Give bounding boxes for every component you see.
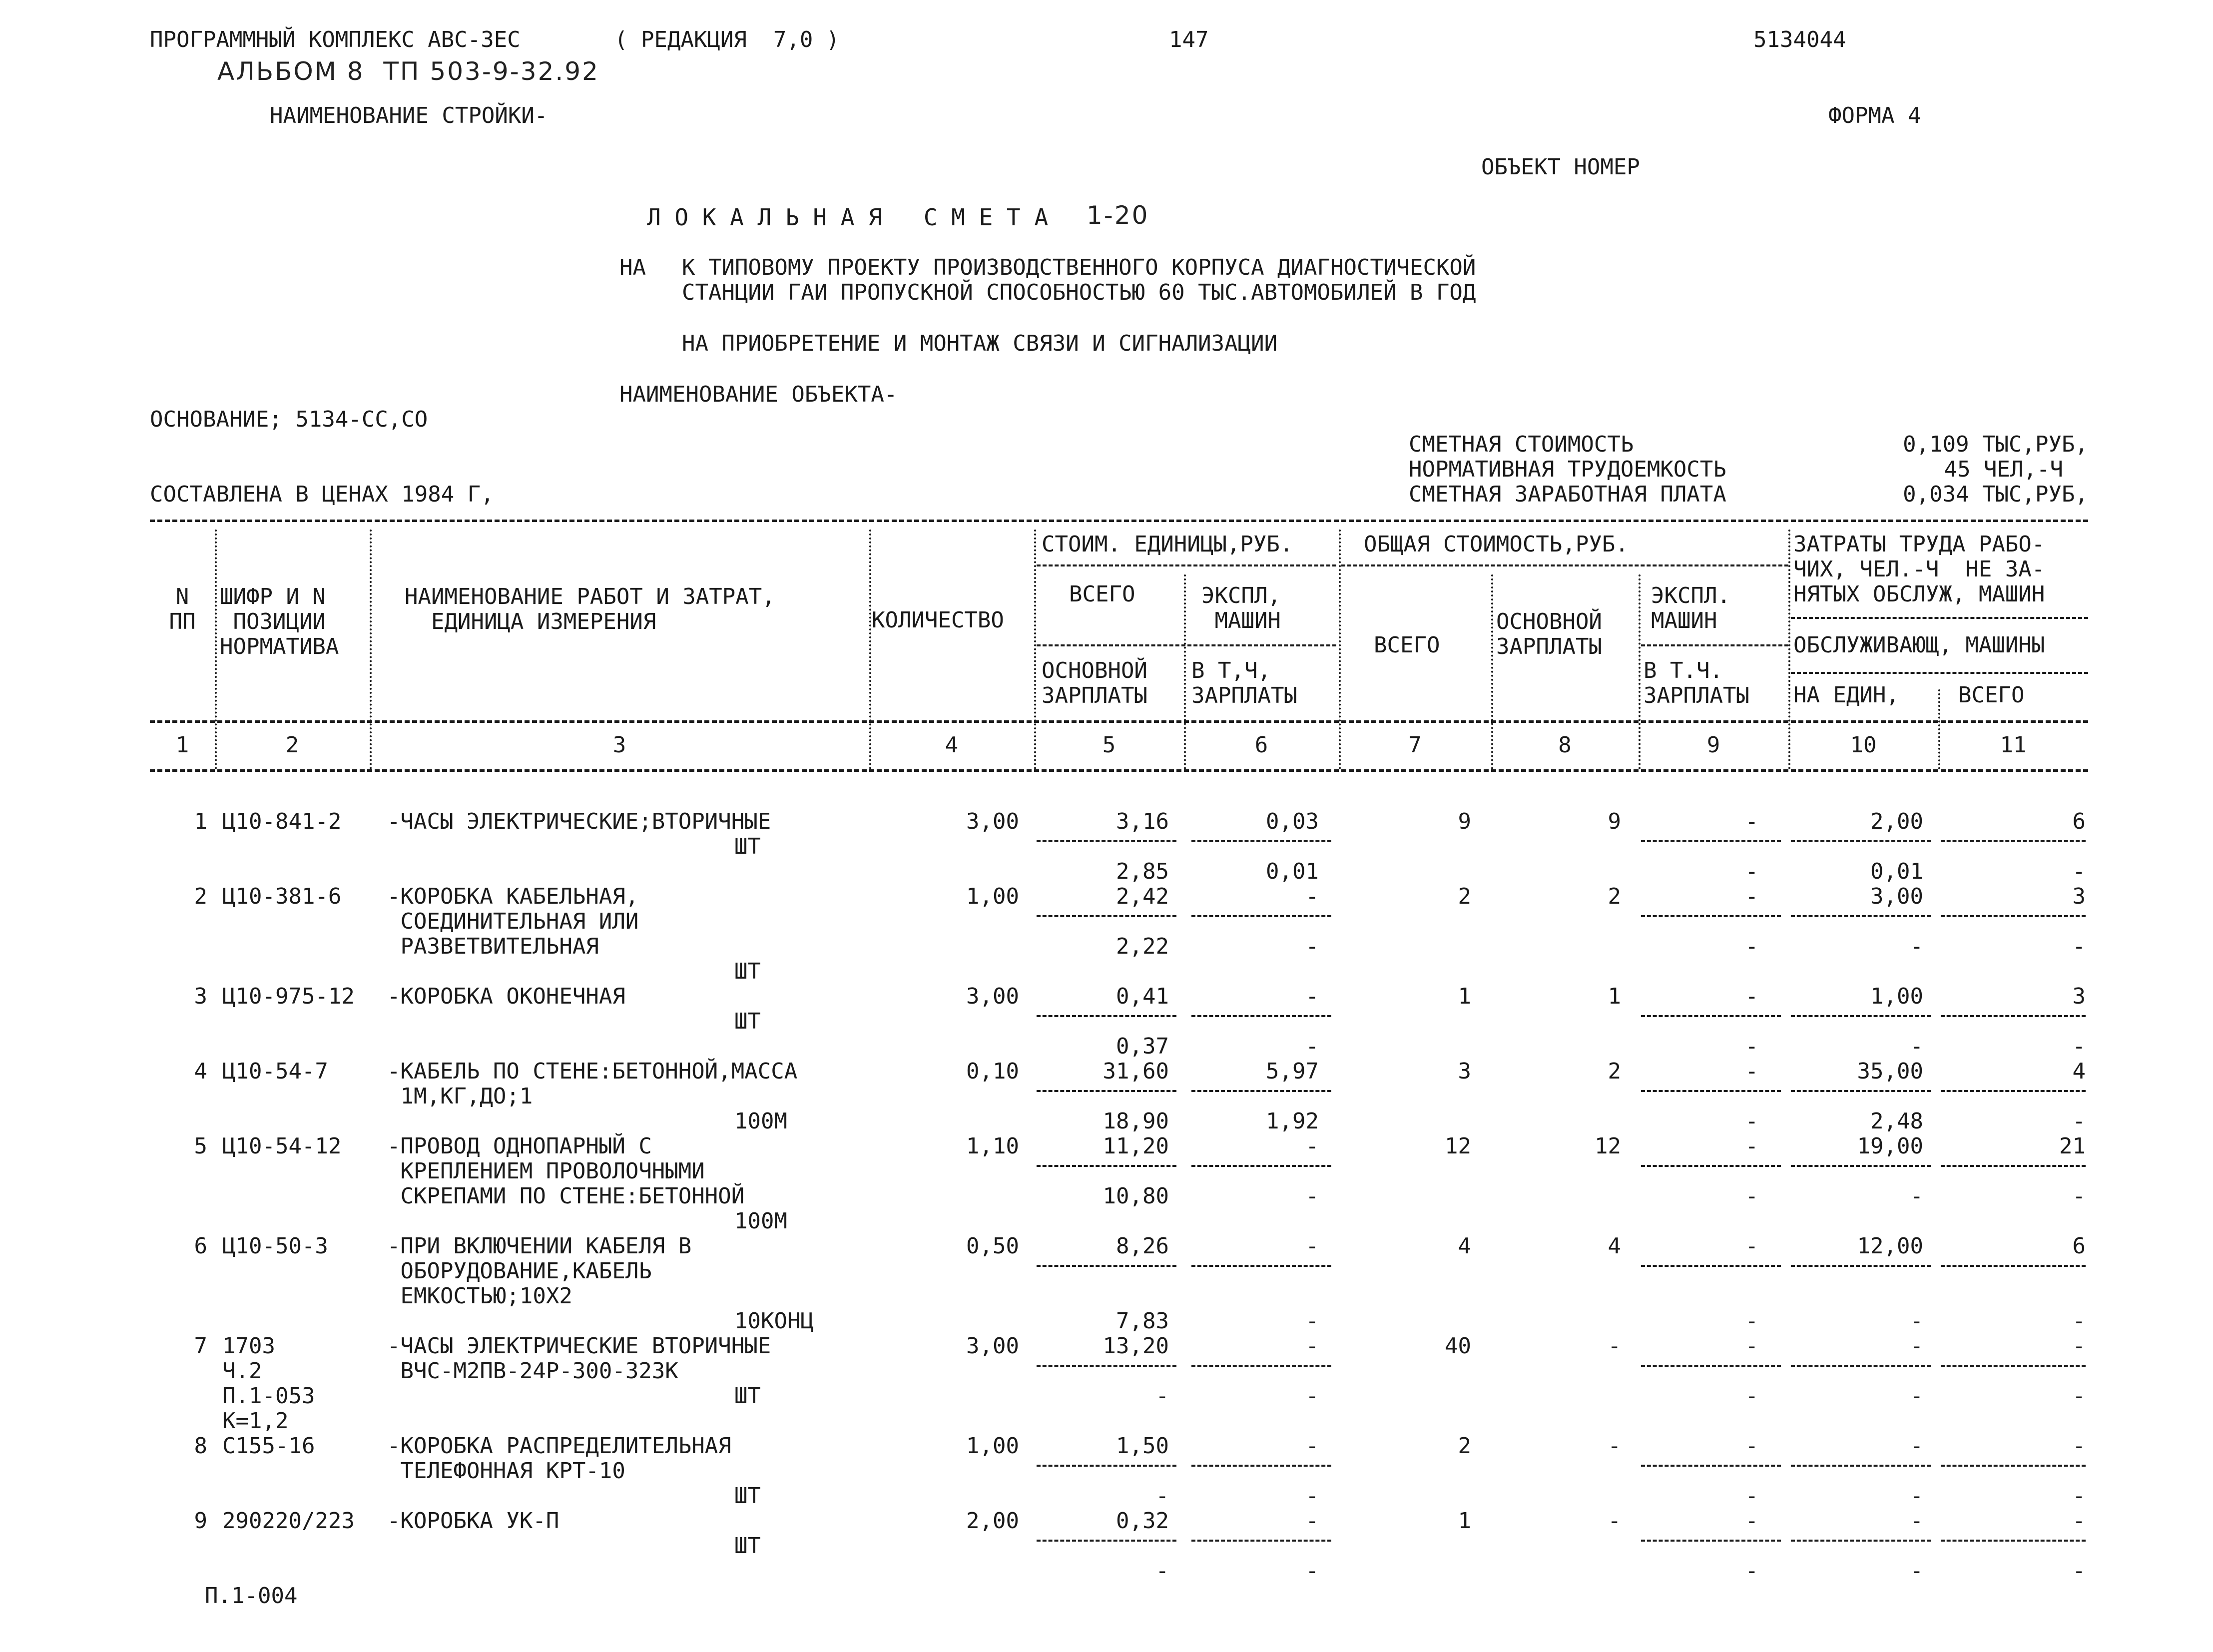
row-code: Ц10-381-6 bbox=[222, 884, 342, 909]
subheader-rule bbox=[1791, 617, 2088, 619]
col-header-total-cost: ОБЩАЯ СТОИМОСТЬ,РУБ. bbox=[1364, 532, 1629, 557]
total-cost-wage: 2 bbox=[1608, 1059, 1621, 1084]
cell-underline bbox=[1641, 840, 1781, 842]
labor-total: 3 bbox=[2072, 984, 2086, 1009]
cell-underline bbox=[1191, 1365, 1331, 1367]
total-cost-all: 40 bbox=[1445, 1333, 1471, 1359]
cell-underline bbox=[1037, 1365, 1176, 1367]
service-labor-total: - bbox=[2072, 1558, 2086, 1584]
col-header-labor: ЧИХ, ЧЕЛ.-Ч НЕ ЗА- bbox=[1793, 556, 2045, 582]
labor-total: - bbox=[2072, 1508, 2086, 1534]
service-labor-per-unit: - bbox=[1910, 1308, 1923, 1334]
unit-cost-incl-wage: - bbox=[1305, 1383, 1319, 1409]
service-labor-per-unit: 0,01 bbox=[1870, 859, 1923, 884]
labor-per-unit: 1,00 bbox=[1870, 984, 1923, 1009]
column-number: 10 bbox=[1850, 732, 1877, 758]
column-number: 4 bbox=[945, 732, 959, 758]
labor-per-unit: 12,00 bbox=[1857, 1233, 1923, 1259]
unit-cost-total: 0,41 bbox=[1116, 984, 1169, 1009]
unit-cost-machines: 5,97 bbox=[1266, 1059, 1319, 1084]
cell-underline bbox=[1037, 1165, 1176, 1167]
edition: ( РЕДАКЦИЯ 7,0 ) bbox=[614, 27, 840, 52]
construction-label: НАИМЕНОВАНИЕ СТРОЙКИ- bbox=[270, 103, 548, 128]
unit-cost-incl-wage: 1,92 bbox=[1266, 1108, 1319, 1134]
row-quantity: 0,50 bbox=[966, 1233, 1019, 1259]
unit-cost-incl-wage: - bbox=[1305, 1183, 1319, 1209]
unit-cost-wage: 18,90 bbox=[1103, 1108, 1169, 1134]
col-separator bbox=[1938, 689, 1940, 769]
row-unit: 100М bbox=[734, 1108, 787, 1134]
column-number: 9 bbox=[1706, 732, 1720, 758]
service-labor-total: - bbox=[2072, 1183, 2086, 1209]
total-cost-machines: - bbox=[1745, 1333, 1758, 1359]
col-separator bbox=[215, 530, 217, 769]
total-cost-wage: 4 bbox=[1608, 1233, 1621, 1259]
unit-cost-machines: - bbox=[1305, 1133, 1319, 1159]
column-number: 5 bbox=[1102, 732, 1116, 758]
labor-total: 21 bbox=[2059, 1133, 2086, 1159]
cell-underline bbox=[1791, 1465, 1931, 1467]
column-number: 11 bbox=[2000, 732, 2027, 758]
cell-underline bbox=[1037, 915, 1176, 917]
col-header-labor-unit: НА ЕДИН, bbox=[1793, 682, 1899, 708]
cell-underline bbox=[1191, 1015, 1331, 1017]
cell-underline bbox=[1941, 1540, 2086, 1542]
price-basis: СОСТАВЛЕНА В ЦЕНАХ 1984 Г, bbox=[150, 482, 494, 507]
total-cost-incl-wage: - bbox=[1745, 1034, 1758, 1059]
service-labor-per-unit: - bbox=[1910, 1558, 1923, 1584]
total-cost-all: 4 bbox=[1458, 1233, 1471, 1259]
summary-label: НОРМАТИВНАЯ ТРУДОЕМКОСТЬ bbox=[1409, 457, 1726, 482]
unit-cost-machines: - bbox=[1305, 984, 1319, 1009]
subheader-rule bbox=[1791, 672, 2088, 674]
subject-line-2: СТАНЦИИ ГАИ ПРОПУСКНОЙ СПОСОБНОСТЬЮ 60 ТЫС.АВТОМОБИЛЕЙ В ГОД bbox=[682, 280, 1476, 305]
row-name: -ПРОВОД ОДНОПАРНЫЙ С КРЕПЛЕНИЕМ ПРОВОЛОЧНЫМИ СКРЕПАМИ ПО СТЕНЕ:БЕТОННОЙ bbox=[387, 1133, 745, 1209]
subheader-rule bbox=[1037, 564, 1336, 566]
summary-value: 0,034 ТЫС,РУБ, bbox=[1903, 482, 2088, 507]
total-cost-wage: - bbox=[1608, 1508, 1621, 1534]
total-cost-machines: - bbox=[1745, 1133, 1758, 1159]
cell-underline bbox=[1641, 1015, 1781, 1017]
total-cost-wage: - bbox=[1608, 1433, 1621, 1459]
unit-cost-incl-wage: - bbox=[1305, 934, 1319, 959]
row-number: 9 bbox=[194, 1508, 207, 1534]
cell-underline bbox=[1037, 1090, 1176, 1092]
unit-cost-machines: - bbox=[1305, 884, 1319, 909]
cell-underline bbox=[1791, 1015, 1931, 1017]
labor-per-unit: 19,00 bbox=[1857, 1133, 1923, 1159]
row-number: 8 bbox=[194, 1433, 207, 1459]
labor-total: 3 bbox=[2072, 884, 2086, 909]
subheader-rule bbox=[1037, 644, 1336, 646]
col-header-unit-cost: СТОИМ. ЕДИНИЦЫ,РУБ. bbox=[1042, 532, 1293, 557]
row-unit: ШТ bbox=[734, 1483, 761, 1509]
col-header-labor-service: ОБСЛУЖИВАЮЩ, МАШИНЫ bbox=[1793, 632, 2045, 658]
service-labor-total: - bbox=[2072, 1034, 2086, 1059]
col-separator bbox=[1034, 530, 1036, 769]
cell-underline bbox=[1941, 1465, 2086, 1467]
unit-cost-wage: 10,80 bbox=[1103, 1183, 1169, 1209]
total-cost-incl-wage: - bbox=[1745, 1308, 1758, 1334]
row-number: 1 bbox=[194, 809, 207, 834]
service-labor-total: - bbox=[2072, 1383, 2086, 1409]
row-code: 1703 Ч.2 П.1-053 К=1,2 bbox=[222, 1333, 315, 1434]
unit-cost-machines: - bbox=[1305, 1433, 1319, 1459]
total-cost-all: 9 bbox=[1458, 809, 1471, 834]
unit-cost-wage: - bbox=[1155, 1383, 1169, 1409]
cell-underline bbox=[1191, 1540, 1331, 1542]
cell-underline bbox=[1641, 1090, 1781, 1092]
row-code: Ц10-975-12 bbox=[222, 984, 355, 1009]
cell-underline bbox=[1191, 1090, 1331, 1092]
summary-value: 0,109 ТЫС,РУБ, bbox=[1903, 432, 2088, 457]
object-name-label: НАИМЕНОВАНИЕ ОБЪЕКТА- bbox=[619, 382, 898, 407]
total-cost-wage: 12 bbox=[1595, 1133, 1621, 1159]
service-labor-total: - bbox=[2072, 1108, 2086, 1134]
row-name: -КОРОБКА КАБЕЛЬНАЯ, СОЕДИНИТЕЛЬНАЯ ИЛИ РАЗВЕТВИТЕЛЬНАЯ bbox=[387, 884, 639, 959]
row-name: -ПРИ ВКЛЮЧЕНИИ КАБЕЛЯ В ОБОРУДОВАНИЕ,КАБЕЛЬ ЕМКОСТЬЮ;10Х2 bbox=[387, 1233, 692, 1309]
total-cost-incl-wage: - bbox=[1745, 859, 1758, 884]
object-number-label: ОБЪЕКТ НОМЕР bbox=[1481, 154, 1640, 180]
row-number: 4 bbox=[194, 1059, 207, 1084]
unit-cost-total: 13,20 bbox=[1103, 1333, 1169, 1359]
cell-underline bbox=[1037, 840, 1176, 842]
labor-per-unit: 2,00 bbox=[1870, 809, 1923, 834]
total-cost-all: 3 bbox=[1458, 1059, 1471, 1084]
service-labor-per-unit: - bbox=[1910, 1034, 1923, 1059]
column-number: 6 bbox=[1254, 732, 1268, 758]
total-cost-all: 1 bbox=[1458, 1508, 1471, 1534]
service-labor-per-unit: - bbox=[1910, 1483, 1923, 1509]
row-number: 7 bbox=[194, 1333, 207, 1359]
col-header-unit-wage: ОСНОВНОЙ ЗАРПЛАТЫ bbox=[1042, 658, 1147, 708]
row-quantity: 0,10 bbox=[966, 1059, 1019, 1084]
service-labor-per-unit: - bbox=[1910, 1383, 1923, 1409]
col-separator bbox=[1339, 530, 1341, 769]
unit-cost-wage: - bbox=[1155, 1483, 1169, 1509]
row-name: -КАБЕЛЬ ПО СТЕНЕ:БЕТОННОЙ,МАССА 1М,КГ,ДО;1 bbox=[387, 1059, 798, 1109]
labor-per-unit: 3,00 bbox=[1870, 884, 1923, 909]
header-top-rule bbox=[150, 520, 2088, 522]
cell-underline bbox=[1791, 1540, 1931, 1542]
unit-cost-wage: 0,37 bbox=[1116, 1034, 1169, 1059]
cell-underline bbox=[1641, 1165, 1781, 1167]
column-number: 7 bbox=[1408, 732, 1422, 758]
estimate-number-handwritten: 1-20 bbox=[1087, 201, 1149, 230]
total-cost-incl-wage: - bbox=[1745, 1183, 1758, 1209]
unit-cost-total: 2,42 bbox=[1116, 884, 1169, 909]
col-header-unit-incl-wage: В Т,Ч, ЗАРПЛАТЫ bbox=[1191, 658, 1297, 708]
row-name: -КОРОБКА ОКОНЕЧНАЯ bbox=[387, 984, 625, 1009]
unit-cost-wage: - bbox=[1155, 1558, 1169, 1584]
unit-cost-wage: 7,83 bbox=[1116, 1308, 1169, 1334]
cell-underline bbox=[1791, 1090, 1931, 1092]
total-cost-all: 2 bbox=[1458, 1433, 1471, 1459]
column-number: 2 bbox=[285, 732, 299, 758]
column-number: 8 bbox=[1558, 732, 1572, 758]
cell-underline bbox=[1191, 840, 1331, 842]
unit-cost-machines: - bbox=[1305, 1233, 1319, 1259]
total-cost-machines: - bbox=[1745, 1233, 1758, 1259]
cell-underline bbox=[1191, 1265, 1331, 1267]
row-number: 5 bbox=[194, 1133, 207, 1159]
unit-cost-wage: 2,85 bbox=[1116, 859, 1169, 884]
col-header-total-all: ВСЕГО bbox=[1374, 632, 1440, 658]
service-labor-per-unit: - bbox=[1910, 1183, 1923, 1209]
row-quantity: 3,00 bbox=[966, 984, 1019, 1009]
basis: ОСНОВАНИЕ; 5134-СС,СО bbox=[150, 407, 428, 432]
unit-cost-total: 0,32 bbox=[1116, 1508, 1169, 1534]
col-header-total-wage: ОСНОВНОЙ ЗАРПЛАТЫ bbox=[1496, 609, 1602, 659]
cell-underline bbox=[1791, 1165, 1931, 1167]
unit-cost-incl-wage: 0,01 bbox=[1266, 859, 1319, 884]
labor-total: - bbox=[2072, 1433, 2086, 1459]
col-header-code: ШИФР И N ПОЗИЦИИ НОРМАТИВА bbox=[220, 584, 339, 659]
total-cost-incl-wage: - bbox=[1745, 934, 1758, 959]
row-number: 2 bbox=[194, 884, 207, 909]
row-code: 290220/223 bbox=[222, 1508, 355, 1534]
row-quantity: 3,00 bbox=[966, 1333, 1019, 1359]
unit-cost-incl-wage: - bbox=[1305, 1034, 1319, 1059]
subheader-rule bbox=[1341, 564, 1788, 566]
labor-total: 6 bbox=[2072, 1233, 2086, 1259]
labor-total: 4 bbox=[2072, 1059, 2086, 1084]
document-title: Л О К А Л Ь Н А Я С М Е Т А bbox=[647, 204, 1049, 231]
row-name: -КОРОБКА РАСПРЕДЕЛИТЕЛЬНАЯ ТЕЛЕФОННАЯ КРТ-10 bbox=[387, 1433, 731, 1484]
cell-underline bbox=[1641, 1540, 1781, 1542]
cell-underline bbox=[1641, 1465, 1781, 1467]
labor-per-unit: - bbox=[1910, 1508, 1923, 1534]
service-labor-per-unit: - bbox=[1910, 934, 1923, 959]
row-unit: ШТ bbox=[734, 834, 761, 859]
row-quantity: 1,00 bbox=[966, 1433, 1019, 1459]
row-unit: ШТ bbox=[734, 1533, 761, 1559]
total-cost-wage: 1 bbox=[1608, 984, 1621, 1009]
col-separator bbox=[1788, 530, 1790, 769]
row-name: -КОРОБКА УК-П bbox=[387, 1508, 559, 1534]
unit-cost-machines: - bbox=[1305, 1508, 1319, 1534]
column-numbers-rule bbox=[150, 769, 2088, 772]
labor-total: - bbox=[2072, 1333, 2086, 1359]
total-cost-all: 1 bbox=[1458, 984, 1471, 1009]
unit-cost-wage: 2,22 bbox=[1116, 934, 1169, 959]
unit-cost-incl-wage: - bbox=[1305, 1483, 1319, 1509]
cell-underline bbox=[1191, 1465, 1331, 1467]
album-handwritten: АЛЬБОМ 8 ТП 503-9-32.92 bbox=[217, 57, 599, 86]
row-unit: ШТ bbox=[734, 1009, 761, 1034]
cell-underline bbox=[1037, 1265, 1176, 1267]
service-labor-total: - bbox=[2072, 934, 2086, 959]
col-separator bbox=[370, 530, 372, 769]
total-cost-incl-wage: - bbox=[1745, 1383, 1758, 1409]
purpose: НА ПРИОБРЕТЕНИЕ И МОНТАЖ СВЯЗИ И СИГНАЛИЗАЦИИ bbox=[682, 331, 1278, 356]
unit-cost-total: 1,50 bbox=[1116, 1433, 1169, 1459]
row-number: 6 bbox=[194, 1233, 207, 1259]
col-header-name: НАИМЕНОВАНИЕ РАБОТ И ЗАТРАТ, ЕДИНИЦА ИЗМЕРЕНИЯ bbox=[405, 584, 775, 634]
labor-total: 6 bbox=[2072, 809, 2086, 834]
row-code: Ц10-54-12 bbox=[222, 1133, 342, 1159]
service-labor-total: - bbox=[2072, 859, 2086, 884]
row-quantity: 1,00 bbox=[966, 884, 1019, 909]
cell-underline bbox=[1941, 840, 2086, 842]
summary-value: 45 ЧЕЛ,-Ч bbox=[1944, 457, 2063, 482]
page-number: 147 bbox=[1169, 27, 1209, 52]
col-header-number: N ПП bbox=[169, 584, 196, 634]
unit-cost-incl-wage: - bbox=[1305, 1308, 1319, 1334]
col-header-labor: ЗАТРАТЫ ТРУДА РАБО- bbox=[1793, 532, 2045, 557]
row-code: С155-16 bbox=[222, 1433, 315, 1459]
service-labor-per-unit: 2,48 bbox=[1870, 1108, 1923, 1134]
subheader-rule bbox=[1641, 644, 1788, 646]
cell-underline bbox=[1791, 840, 1931, 842]
row-quantity: 3,00 bbox=[966, 809, 1019, 834]
summary-label: СМЕТНАЯ СТОИМОСТЬ bbox=[1409, 432, 1634, 457]
col-separator bbox=[869, 530, 871, 769]
cell-underline bbox=[1037, 1015, 1176, 1017]
total-cost-machines: - bbox=[1745, 884, 1758, 909]
cell-underline bbox=[1941, 915, 2086, 917]
row-code: Ц10-54-7 bbox=[222, 1059, 328, 1084]
row-unit: 10КОНЦ bbox=[734, 1308, 814, 1334]
unit-cost-total: 31,60 bbox=[1103, 1059, 1169, 1084]
for-label: НА bbox=[619, 255, 646, 280]
row-number: 3 bbox=[194, 984, 207, 1009]
row-unit: ШТ bbox=[734, 1383, 761, 1409]
total-cost-incl-wage: - bbox=[1745, 1558, 1758, 1584]
total-cost-wage: - bbox=[1608, 1333, 1621, 1359]
unit-cost-total: 3,16 bbox=[1116, 809, 1169, 834]
total-cost-machines: - bbox=[1745, 1508, 1758, 1534]
cell-underline bbox=[1791, 1365, 1931, 1367]
unit-cost-total: 8,26 bbox=[1116, 1233, 1169, 1259]
total-cost-incl-wage: - bbox=[1745, 1108, 1758, 1134]
form-label: ФОРМА 4 bbox=[1828, 103, 1921, 128]
column-number: 3 bbox=[612, 732, 626, 758]
cell-underline bbox=[1941, 1015, 2086, 1017]
cell-underline bbox=[1641, 915, 1781, 917]
col-header-unit-machines: ЭКСПЛ, МАШИН bbox=[1201, 583, 1281, 633]
cell-underline bbox=[1941, 1165, 2086, 1167]
col-header-unit-total: ВСЕГО bbox=[1069, 581, 1135, 607]
total-cost-wage: 2 bbox=[1608, 884, 1621, 909]
row-code-extra: П.1-004 bbox=[205, 1583, 298, 1609]
cell-underline bbox=[1941, 1265, 2086, 1267]
service-labor-total: - bbox=[2072, 1308, 2086, 1334]
cell-underline bbox=[1791, 915, 1931, 917]
summary-label: СМЕТНАЯ ЗАРАБОТНАЯ ПЛАТА bbox=[1409, 482, 1726, 507]
row-quantity: 2,00 bbox=[966, 1508, 1019, 1534]
cell-underline bbox=[1791, 1265, 1931, 1267]
row-quantity: 1,10 bbox=[966, 1133, 1019, 1159]
labor-per-unit: 35,00 bbox=[1857, 1059, 1923, 1084]
labor-per-unit: - bbox=[1910, 1333, 1923, 1359]
total-cost-incl-wage: - bbox=[1745, 1483, 1758, 1509]
row-code: Ц10-50-3 bbox=[222, 1233, 328, 1259]
total-cost-machines: - bbox=[1745, 809, 1758, 834]
program-name: ПРОГРАММНЫЙ КОМПЛЕКС АВС-3ЕС bbox=[150, 27, 521, 52]
total-cost-all: 2 bbox=[1458, 884, 1471, 909]
total-cost-machines: - bbox=[1745, 984, 1758, 1009]
unit-cost-machines: - bbox=[1305, 1333, 1319, 1359]
col-header-labor: НЯТЫХ ОБСЛУЖ, МАШИН bbox=[1793, 581, 2045, 607]
cell-underline bbox=[1037, 1465, 1176, 1467]
total-cost-wage: 9 bbox=[1608, 809, 1621, 834]
col-header-quantity: КОЛИЧЕСТВО bbox=[872, 607, 1004, 633]
total-cost-machines: - bbox=[1745, 1059, 1758, 1084]
cell-underline bbox=[1037, 1540, 1176, 1542]
cell-underline bbox=[1941, 1365, 2086, 1367]
subject-line-1: К ТИПОВОМУ ПРОЕКТУ ПРОИЗВОДСТВЕННОГО КОРПУСА ДИАГНОСТИЧЕСКОЙ bbox=[682, 255, 1476, 280]
cell-underline bbox=[1641, 1365, 1781, 1367]
col-header-total-incl-wage: В Т.Ч. ЗАРПЛАТЫ bbox=[1644, 658, 1749, 708]
row-unit: ШТ bbox=[734, 959, 761, 984]
row-name: -ЧАСЫ ЭЛЕКТРИЧЕСКИЕ;ВТОРИЧНЫЕ bbox=[387, 809, 771, 834]
unit-cost-total: 11,20 bbox=[1103, 1133, 1169, 1159]
row-code: Ц10-841-2 bbox=[222, 809, 342, 834]
total-cost-all: 12 bbox=[1445, 1133, 1471, 1159]
row-unit: 100М bbox=[734, 1208, 787, 1234]
unit-cost-incl-wage: - bbox=[1305, 1558, 1319, 1584]
total-cost-machines: - bbox=[1745, 1433, 1758, 1459]
cell-underline bbox=[1641, 1265, 1781, 1267]
unit-cost-machines: 0,03 bbox=[1266, 809, 1319, 834]
header-bottom-rule bbox=[150, 720, 2088, 723]
column-number: 1 bbox=[175, 732, 189, 758]
cell-underline bbox=[1191, 915, 1331, 917]
row-name: -ЧАСЫ ЭЛЕКТРИЧЕСКИЕ ВТОРИЧНЫЕ ВЧС-М2ПВ-24Р-300-323К bbox=[387, 1333, 771, 1384]
col-header-labor-all: ВСЕГО bbox=[1958, 682, 2025, 708]
document-number: 5134044 bbox=[1753, 27, 1846, 52]
labor-per-unit: - bbox=[1910, 1433, 1923, 1459]
cell-underline bbox=[1941, 1090, 2086, 1092]
cell-underline bbox=[1191, 1165, 1331, 1167]
col-header-total-machines: ЭКСПЛ. МАШИН bbox=[1651, 583, 1730, 633]
service-labor-total: - bbox=[2072, 1483, 2086, 1509]
